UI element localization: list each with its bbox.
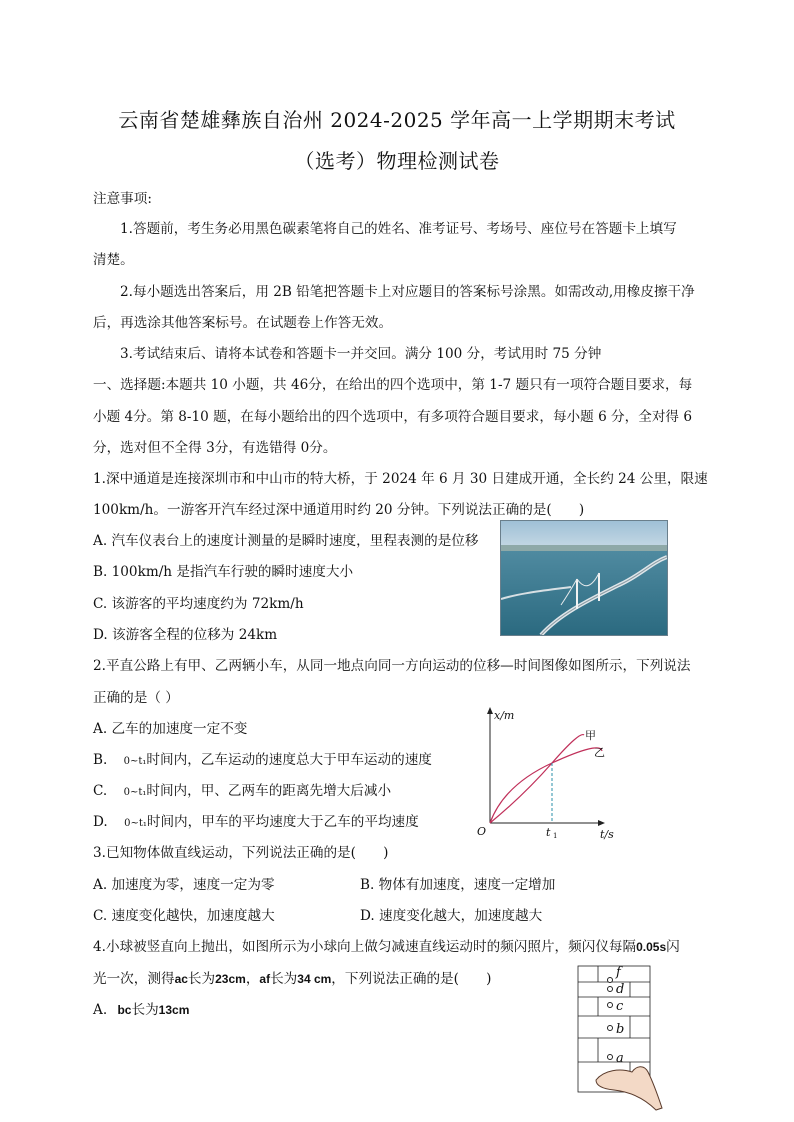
option-letter: D. (93, 814, 108, 830)
exam-subtitle: （选考）物理检测试卷 (294, 149, 500, 173)
time-range: 0~t₁ (123, 787, 147, 798)
t1-label: t (546, 826, 551, 839)
q4-bc: bc (117, 1003, 132, 1017)
origin-label: O (477, 825, 487, 838)
t1-subscript: 1 (553, 832, 558, 840)
ball-d (608, 987, 613, 992)
q3-option-c: C. 速度变化越快，加速度越大 (93, 908, 275, 924)
series-jia-curve (490, 735, 584, 823)
option-text: 时间内，乙车运动的速度总大于甲车运动的速度 (146, 752, 432, 768)
label-c: c (616, 999, 624, 1014)
q4-option-a (93, 998, 189, 1018)
x-axis-label: t/s (600, 828, 614, 840)
q1-option-d: D. 该游客全程的位移为 24km (93, 627, 278, 643)
hand-icon (596, 1067, 662, 1110)
time-range: 0~t₁ (124, 818, 147, 829)
q4-text: 光一次，测得 (93, 971, 175, 987)
q1-stem: 1.深中通道是连接深圳市和中山市的特大桥，于 2024 年 6 月 30 日建成开通，全长约 24 公里，限速 (93, 471, 708, 487)
q1-stem-2: 100km/h。一游客开汽车经过深中通道用时约 20 分钟。下列说法正确的是( ) (93, 502, 585, 518)
bridge-photo (500, 520, 668, 636)
q3-option-d: D. 速度变化越大，加速度越大 (360, 908, 543, 924)
q2-option-c (93, 779, 391, 799)
q4-text: 长为 (187, 971, 216, 987)
q4-text-1: 4.小球被竖直向上抛出，如图所示为小球向上做匀减速直线运动时的频闪照片，频闪仪每隔 (93, 939, 637, 955)
q2-option-d (93, 810, 419, 830)
note-2: 2.每小题选出答案后，用 2B 铅笔把答题卡上对应题目的答案标号涂黑。如需改动,用橡皮擦干净 (120, 284, 695, 300)
q4-bc-length: 13cm (158, 1003, 190, 1017)
xt-graph (474, 705, 624, 840)
q3-option-b: B. 物体有加速度，速度一定增加 (360, 877, 556, 893)
q2-stem-2: 正确的是（ ） (93, 690, 179, 706)
q4-af-length: 34 cm (297, 972, 332, 986)
q4-text: 长为 (270, 971, 298, 987)
q3-stem: 3.已知物体做直线运动，下列说法正确的是( ) (93, 845, 389, 861)
q4-af: af (259, 972, 271, 986)
q2-option-b (93, 748, 432, 768)
ball-a (608, 1055, 613, 1060)
label-f: f (616, 965, 621, 980)
y-axis-label: x/m (494, 709, 515, 722)
option-letter: C. (93, 783, 108, 799)
section-1-intro-3: 分，选对但不全得 3分，有选错得 0分。 (93, 440, 337, 456)
section-1-intro-2: 小题 4分。第 8-10 题，在每小题给出的四个选项中，有多项符合题目要求，每小题 6 分，全对得 6 (93, 409, 692, 425)
ball-b (608, 1026, 613, 1031)
note-1-cont: 清楚。 (93, 252, 134, 268)
section-1-intro: 一、选择题:本题共 10 小题，共 46分，在给出的四个选项中，第 1-7 题只有一项符合题目要求，每 (93, 377, 693, 393)
q4-ac-length: 23cm (215, 972, 246, 986)
note-3: 3.考试结束后、请将本试卷和答题卡一并交回。满分 100 分，考试用时 75 分钟 (120, 346, 602, 362)
notes-heading: 注意事项: (93, 191, 152, 207)
q4-text: ， (245, 971, 260, 987)
series-jia-label: 甲 (585, 729, 596, 742)
label-b: b (616, 1022, 625, 1037)
ball-c (608, 1003, 613, 1008)
q1-option-a: A. 汽车仪表台上的速度计测量的是瞬时速度，里程表测的是位移 (93, 533, 479, 549)
q4-interval: 0.05s (636, 940, 667, 954)
exam-title: 云南省楚雄彝族自治州 2024-2025 学年高一上学期期末考试 (118, 108, 676, 132)
q1-option-c: C. 该游客的平均速度约为 72km/h (93, 596, 304, 612)
time-range: 0~t₁ (123, 756, 147, 767)
q4-stem (93, 935, 680, 955)
series-yi-label: 乙 (594, 746, 605, 759)
note-1: 1.答题前，考生务必用黑色碳素笔将自己的姓名、准考证号、考场号、座位号在答题卡上填写 (120, 221, 677, 237)
option-text: 时间内，甲车的平均速度大于乙车的平均速度 (146, 814, 419, 830)
note-2-cont: 后，再选涂其他答案标号。在试题卷上作答无效。 (93, 315, 393, 331)
option-letter: A. (93, 1002, 108, 1018)
label-d: d (616, 982, 625, 997)
option-letter: B. (93, 752, 108, 768)
strobe-photo-diagram (574, 962, 669, 1112)
q4-stem-2 (93, 967, 491, 987)
series-yi-curve (490, 748, 602, 823)
q3-option-a: A. 加速度为零，速度一定为零 (93, 877, 275, 893)
q4-ac: ac (174, 972, 188, 986)
label-a: a (616, 1051, 624, 1066)
q4-text: ，下列说法正确的是( ) (331, 971, 492, 987)
option-text: 时间内，甲、乙两车的距离先增大后减小 (146, 783, 392, 799)
q1-option-b: B. 100km/h 是指汽车行驶的瞬时速度大小 (93, 564, 354, 580)
q2-option-a: A. 乙车的加速度一定不变 (93, 721, 248, 737)
ball-f (608, 978, 613, 983)
option-text: 长为 (131, 1002, 159, 1018)
q4-text-2: 闪 (666, 939, 680, 955)
q2-stem: 2.平直公路上有甲、乙两辆小车，从同一地点向同一方向运动的位移—时间图像如图所示，下列说法 (93, 658, 691, 674)
